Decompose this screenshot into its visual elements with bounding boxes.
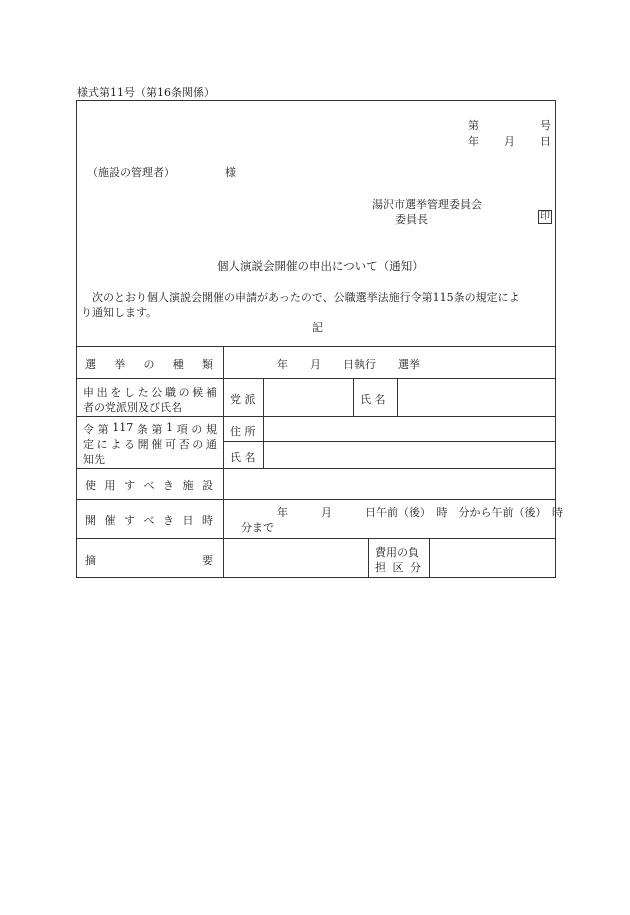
cost-burden-label-line2: 担 区 分 xyxy=(375,561,421,574)
sender-title: 委員長 xyxy=(395,213,428,226)
notice-recipient-label-line2: 定 に よ る 開 催 可 否 の 通 xyxy=(83,438,217,451)
election-date-field: 年 月 日執行 選挙 xyxy=(277,358,420,371)
document-number-prefix: 第 xyxy=(468,119,479,132)
form-reference: 様式第11号（第16条関係） xyxy=(77,86,215,99)
sender-organization: 湯沢市選挙管理委員会 xyxy=(372,198,482,211)
date-year-label: 年 xyxy=(468,135,479,148)
addressee-honorific: 様 xyxy=(225,166,236,179)
meeting-datetime-label: 開 催 す べ き 日 時 xyxy=(85,514,213,527)
body-text-line1: 次のとおり個人演説会開催の申請があったので、公職選挙法施行令第115条の規定によ xyxy=(81,291,520,304)
notice-recipient-label-line3: 知先 xyxy=(83,453,105,466)
recipient-address-label: 住 所 xyxy=(230,425,256,438)
seal-mark: 印 xyxy=(540,211,550,222)
candidate-label-line2: 者の党派別及び氏名 xyxy=(83,401,182,414)
election-type-label: 選 挙 の 種 類 xyxy=(85,358,213,371)
document-number-suffix: 号 xyxy=(540,119,551,132)
cost-burden-label-line1: 費用の負 xyxy=(375,546,419,559)
notice-form xyxy=(76,100,563,578)
remarks-label: 摘 要 xyxy=(85,554,213,567)
body-text-line2: り通知します。 xyxy=(81,306,158,319)
ki-label: 記 xyxy=(312,321,323,334)
document-title: 個人演説会開催の申出について（通知） xyxy=(217,259,424,273)
date-day-label: 日 xyxy=(540,135,551,148)
notice-recipient-label-line1: 令 第 117 条 第 1 項 の 規 xyxy=(83,421,217,436)
date-month-label: 月 xyxy=(504,135,515,148)
meeting-datetime-line2: 分まで xyxy=(241,521,274,534)
facility-label: 使 用 す べ き 施 設 xyxy=(85,479,213,492)
candidate-name-label: 氏 名 xyxy=(360,393,386,406)
recipient-name-label: 氏 名 xyxy=(230,451,256,464)
meeting-datetime-line1: 年 月 日午前（後） 時 分から午前（後） 時 xyxy=(277,506,563,519)
candidate-label-line1: 申 出 を し た 公 職 の 候 補 xyxy=(83,386,217,399)
addressee-label: （施設の管理者） xyxy=(87,166,175,179)
party-label: 党 派 xyxy=(230,393,256,406)
